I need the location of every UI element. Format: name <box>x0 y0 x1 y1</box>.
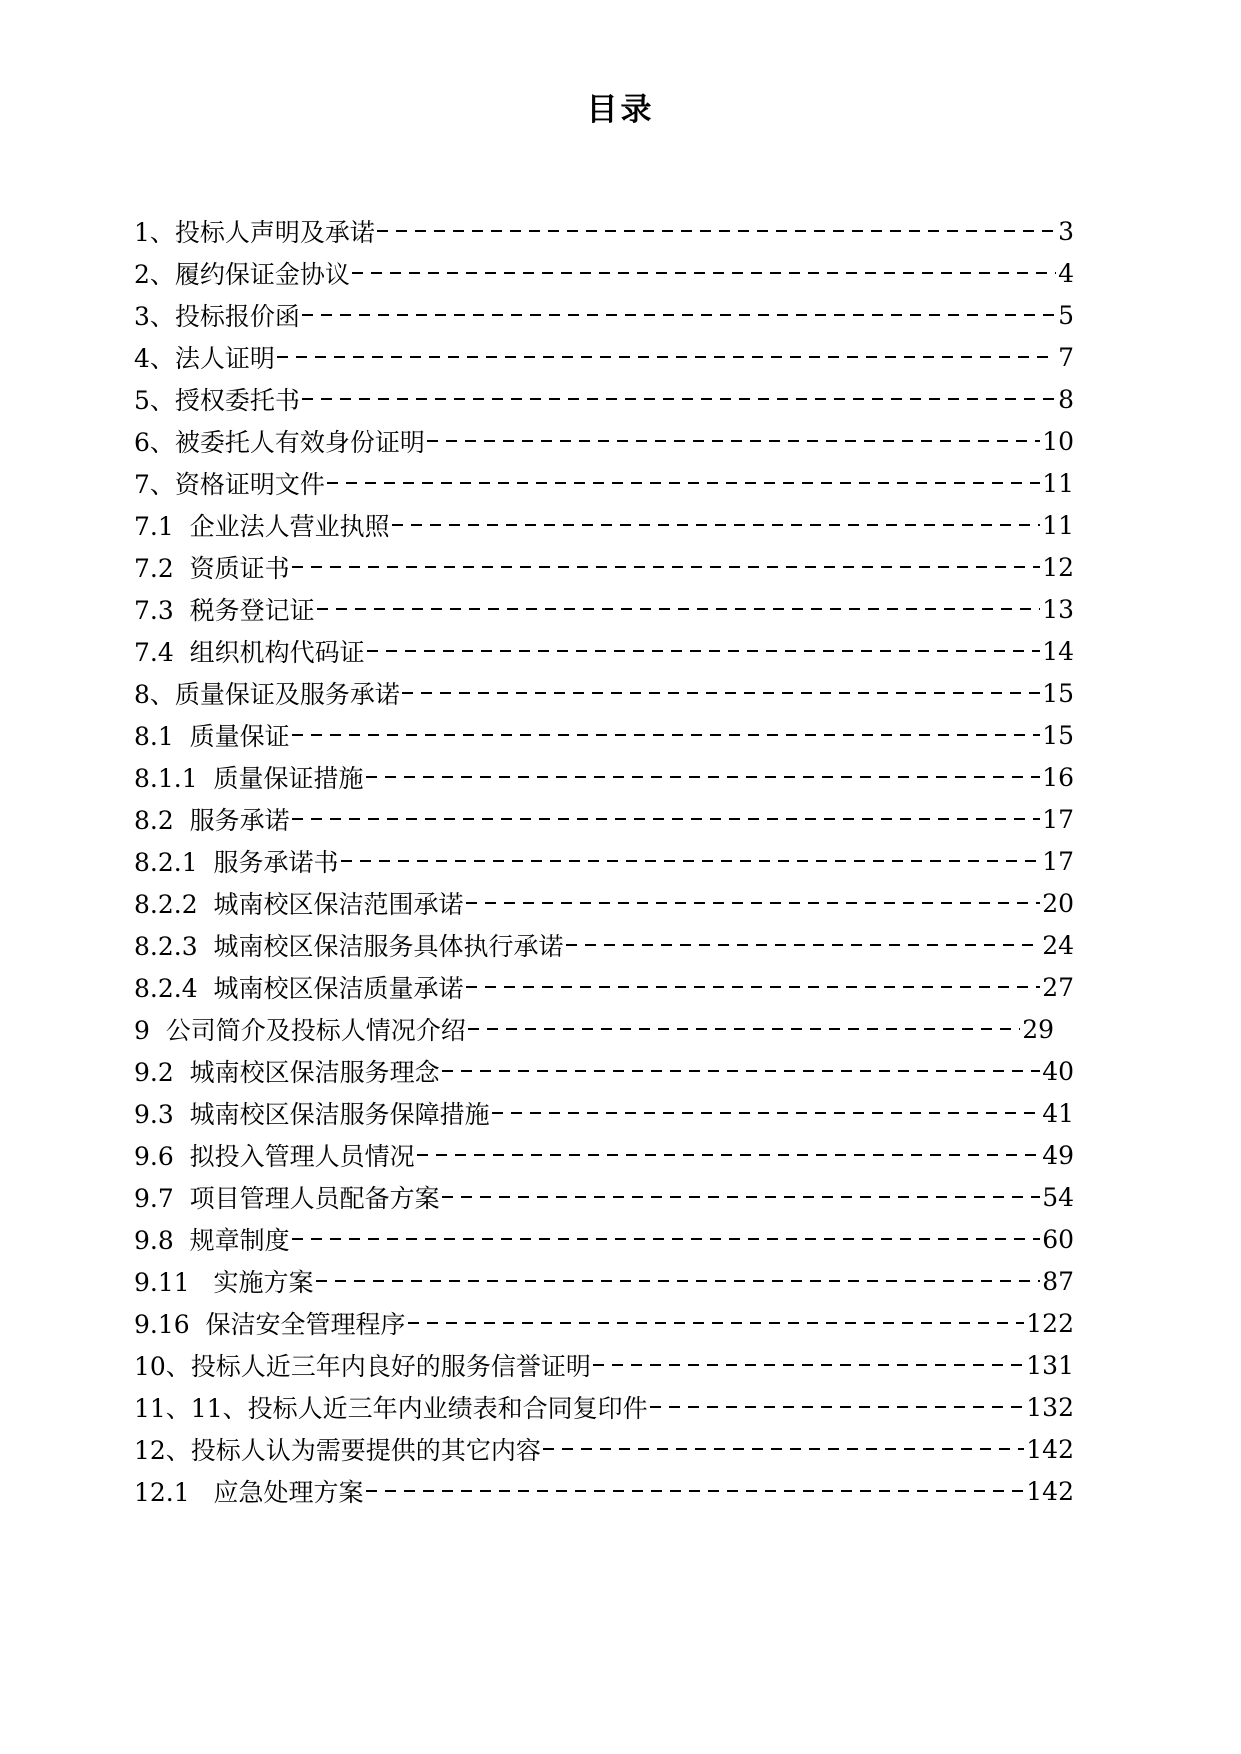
table-of-contents <box>134 210 1074 1512</box>
toc-dash-leader <box>341 860 1041 862</box>
toc-entry <box>134 504 1074 546</box>
toc-entry-label: 4、法人证明 <box>134 344 275 373</box>
toc-entry <box>134 294 1074 336</box>
toc-dash-leader <box>392 524 1041 526</box>
toc-entry <box>134 210 1074 252</box>
toc-dash-leader <box>316 1280 1041 1282</box>
toc-entry <box>134 588 1074 630</box>
toc-entry-page-number: 142 <box>1026 1476 1074 1506</box>
page-title: 目录 <box>586 92 655 128</box>
toc-entry-page-number: 20 <box>1042 888 1074 918</box>
toc-dash-leader <box>292 1238 1041 1240</box>
toc-entry <box>134 1344 1074 1386</box>
toc-entry <box>134 966 1074 1008</box>
toc-entry-page-number: 10 <box>1042 426 1074 456</box>
toc-entry-label: 9.11 实施方案 <box>134 1268 314 1297</box>
toc-dash-leader <box>650 1406 1025 1408</box>
toc-entry <box>134 1218 1074 1260</box>
toc-entry <box>134 714 1074 756</box>
toc-entry-page-number: 17 <box>1042 846 1074 876</box>
toc-entry-label: 7、资格证明文件 <box>134 470 325 499</box>
toc-entry-label: 8.2.2 城南校区保洁范围承诺 <box>134 890 464 919</box>
toc-entry <box>134 1092 1074 1134</box>
toc-entry-page-number: 49 <box>1042 1140 1074 1170</box>
toc-entry-page-number: 54 <box>1042 1182 1074 1212</box>
toc-entry-page-number: 3 <box>1058 216 1074 246</box>
toc-dash-leader <box>292 818 1041 820</box>
toc-entry-label: 9.7 项目管理人员配备方案 <box>134 1184 440 1213</box>
toc-entry <box>134 546 1074 588</box>
toc-entry-page-number: 27 <box>1042 972 1074 1002</box>
toc-entry <box>134 1008 1054 1050</box>
toc-entry-page-number: 131 <box>1026 1350 1074 1380</box>
toc-dash-leader <box>466 902 1041 904</box>
toc-dash-leader <box>466 986 1041 988</box>
toc-entry-label: 1、投标人声明及承诺 <box>134 218 375 247</box>
toc-entry-label: 8.2 服务承诺 <box>134 806 290 835</box>
toc-dash-leader <box>566 944 1041 946</box>
toc-dash-leader <box>543 1448 1024 1450</box>
toc-entry-page-number: 29 <box>1022 1014 1054 1044</box>
toc-dash-leader <box>402 692 1040 694</box>
toc-entry <box>134 672 1074 714</box>
toc-entry-page-number: 12 <box>1042 552 1074 582</box>
toc-entry <box>134 336 1074 378</box>
toc-dash-leader <box>593 1364 1024 1366</box>
toc-entry-page-number: 142 <box>1026 1434 1074 1464</box>
toc-entry-page-number: 40 <box>1042 1056 1074 1086</box>
toc-entry-label: 3、投标报价函 <box>134 302 300 331</box>
toc-dash-leader <box>442 1196 1041 1198</box>
toc-entry-label: 7.1 企业法人营业执照 <box>134 512 390 541</box>
toc-dash-leader <box>327 482 1040 484</box>
toc-dash-leader <box>292 734 1041 736</box>
toc-entry-page-number: 15 <box>1042 678 1074 708</box>
toc-dash-leader <box>302 398 1056 400</box>
toc-dash-leader <box>492 1112 1041 1114</box>
toc-entry-label: 12.1 应急处理方案 <box>134 1478 364 1507</box>
toc-entry <box>134 1302 1074 1344</box>
toc-entry <box>134 252 1074 294</box>
toc-entry-label: 11、11、投标人近三年内业绩表和合同复印件 <box>134 1394 648 1423</box>
toc-entry-page-number: 8 <box>1058 384 1074 414</box>
toc-entry-label: 12、投标人认为需要提供的其它内容 <box>134 1436 541 1465</box>
toc-entry-label: 9.3 城南校区保洁服务保障措施 <box>134 1100 490 1129</box>
toc-entry-label: 9.8 规章制度 <box>134 1226 290 1255</box>
toc-dash-leader <box>377 230 1056 232</box>
toc-dash-leader <box>408 1322 1025 1324</box>
toc-dash-leader <box>317 608 1041 610</box>
toc-entry-label: 5、授权委托书 <box>134 386 300 415</box>
toc-entry-page-number: 7 <box>1058 342 1074 372</box>
toc-dash-leader <box>417 1154 1041 1156</box>
toc-dash-leader <box>302 314 1056 316</box>
toc-entry <box>134 1470 1074 1512</box>
toc-dash-leader <box>352 272 1056 274</box>
toc-dash-leader <box>292 566 1041 568</box>
toc-dash-leader <box>442 1070 1041 1072</box>
toc-dash-leader <box>366 1490 1025 1492</box>
toc-entry-page-number: 132 <box>1026 1392 1074 1422</box>
toc-entry-label: 8.2.3 城南校区保洁服务具体执行承诺 <box>134 932 564 961</box>
toc-entry-page-number: 24 <box>1042 930 1074 960</box>
toc-entry-label: 9.16 保洁安全管理程序 <box>134 1310 406 1339</box>
toc-entry-page-number: 14 <box>1042 636 1074 666</box>
toc-entry-page-number: 17 <box>1042 804 1074 834</box>
toc-entry <box>134 630 1074 672</box>
toc-entry-label: 10、投标人近三年内良好的服务信誉证明 <box>134 1352 591 1381</box>
toc-entry <box>134 1386 1074 1428</box>
toc-entry <box>134 840 1074 882</box>
toc-entry-page-number: 87 <box>1042 1266 1074 1296</box>
toc-entry-page-number: 60 <box>1042 1224 1074 1254</box>
toc-entry <box>134 420 1074 462</box>
toc-entry-page-number: 5 <box>1058 300 1074 330</box>
toc-entry-label: 7.3 税务登记证 <box>134 596 315 625</box>
toc-entry-label: 8、质量保证及服务承诺 <box>134 680 400 709</box>
toc-entry <box>134 378 1074 420</box>
toc-entry-page-number: 122 <box>1026 1308 1074 1338</box>
toc-entry-label: 9.2 城南校区保洁服务理念 <box>134 1058 440 1087</box>
toc-entry-label: 8.2.4 城南校区保洁质量承诺 <box>134 974 464 1003</box>
toc-entry-page-number: 11 <box>1042 510 1074 540</box>
toc-entry <box>134 798 1074 840</box>
toc-dash-leader <box>427 440 1040 442</box>
toc-entry-label: 8.1.1 质量保证措施 <box>134 764 364 793</box>
toc-entry-label: 8.2.1 服务承诺书 <box>134 848 339 877</box>
toc-dash-leader <box>277 356 1056 358</box>
toc-entry-page-number: 15 <box>1042 720 1074 750</box>
toc-entry <box>134 462 1074 504</box>
toc-entry-page-number: 16 <box>1042 762 1074 792</box>
toc-entry-label: 9.6 拟投入管理人员情况 <box>134 1142 415 1171</box>
toc-entry <box>134 1050 1074 1092</box>
toc-entry-page-number: 4 <box>1058 258 1074 288</box>
toc-entry <box>134 1428 1074 1470</box>
toc-entry <box>134 882 1074 924</box>
toc-entry-page-number: 13 <box>1042 594 1074 624</box>
toc-entry-label: 7.4 组织机构代码证 <box>134 638 365 667</box>
toc-entry-label: 7.2 资质证书 <box>134 554 290 583</box>
toc-entry-label: 2、履约保证金协议 <box>134 260 350 289</box>
toc-entry-page-number: 11 <box>1042 468 1074 498</box>
toc-entry <box>134 756 1074 798</box>
toc-entry <box>134 1134 1074 1176</box>
toc-entry-label: 6、被委托人有效身份证明 <box>134 428 425 457</box>
toc-entry <box>134 1176 1074 1218</box>
toc-entry <box>134 924 1074 966</box>
toc-dash-leader <box>366 776 1041 778</box>
toc-entry <box>134 1260 1074 1302</box>
toc-dash-leader <box>468 1028 1020 1030</box>
toc-entry-page-number: 41 <box>1042 1098 1074 1128</box>
toc-dash-leader <box>367 650 1041 652</box>
toc-entry-label: 8.1 质量保证 <box>134 722 290 751</box>
toc-entry-label: 9 公司简介及投标人情况介绍 <box>134 1016 466 1045</box>
